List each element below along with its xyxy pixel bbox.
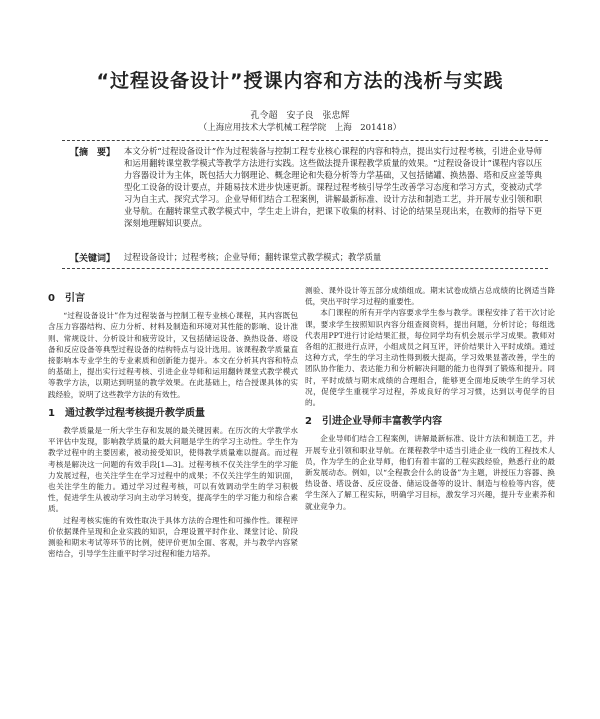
intro-paragraph: “过程设备设计”作为过程装备与控制工程专业核心课程，其内容既包含压力容器结构、应力分析、材料及制造和环境对其性能的影响、设计准则、常规设计、分析设计和疲劳设计，又包括储运设备、换热设备、塔设备和反应设备等典型过程设备的结构特点与设计选用。该课程教学质量直接影响本专业学生的专业素质和创新能力提升。本文在分析其内容和特点的基础上，提出实行过程考核、引进企业导师和运用翻转课堂式教学模式等教学方法，以期达到明显的教学效果。在此基础上，结合授课具体的实践经验，说明了这些教学方法的有效性。 [48,311,298,399]
keywords-text: 过程设备设计；过程考核；企业导师；翻转课堂式教学模式；教学质量 [124,252,382,262]
left-column [48,285,298,715]
abstract-box [62,140,548,269]
section1-paragraph-2: 过程考核实施的有效性取决于具体方法的合理性和可操作性。课程评价依据课件呈现和企业实践的知识，合理设置平时作业、课堂讨论、阶段测验和期末考试等环节的比例，使评价更加全面、客观，并与教学内容紧密结合，引导学生注重平时学习过程和能力培养。 [48,515,298,559]
author-list: 孔令超 安子良 张忠辉 [250,111,350,121]
right-column [305,285,555,715]
author-affiliation: （上海应用技术大学机械工程学院 上海 201418） [198,123,402,133]
section-heading-intro: 0 引言 [48,293,85,304]
right-paragraph-2: 本门课程的所有开学内容要求学生参与教学。课程安排了若干次讨论课，要求学生按照知识内容分组查阅资料，提出问题，分析讨论；每组选代表用PPT进行讨论结果汇报，每位同学均有机会展示学习成果。教师对各组的汇报进行点评，小组成员之间互评，评价结果计入平时成绩。通过这种方式，学生的学习主动性得到极大提高，学习效果显著改善，学生的团队协作能力、表达能力和分析解决问题的能力也得到了锻炼和提升。同时，平时成绩与期末成绩的合理组合，能够更全面地反映学生的学习状况，促使学生重视学习过程，养成良好的学习习惯，达到以考促学的目的。 [305,308,555,408]
abstract-text: 本文分析“过程设备设计”作为过程装备与控制工程专业核心课程的内容和特点，提出实行过程考核，引进企业导师和运用翻转课堂教学模式等教学方法进行实践。这些做法提升课程教学质量的效果。“过程设备设计”课程内容以压力容器设计为主体，既包括大力钢理论、概念理论和失稳分析等力学基础，又包括储罐、换热器、塔和反应釜等典型化工设备的设计要点，并随易技术进步快速更新。课程过程考核引导学生改善学习态度和学习方式，变被动式学习为自主式、探究式学习。企业导师们结合工程案例，讲解最新标准、设计方法和制造工艺，并开展专业引领和职业导航。在翻转课堂式教学模式中，学生走上讲台，把课下收集的材料、讨论的结果呈现出来，在教师的指导下更深刻地理解知识要点。 [124,146,542,228]
section1-paragraph-1: 教学质量是一所大学生存和发展的最关键因素。在历次的大学教学水平评估中发现，影响教学质量的最大问题是学生的学习主动性。学生作为教学过程中的主要因素，被动接受知识，使得教学质量难以提高。而过程考核是解决这一问题的有效手段[1—3]。过程考核不仅关注学生的学习能力发展过程，也关注学生在学习过程中的成果；不仅关注学生的知识面，也关注学生的能力。通过学习过程考核，可以有效调动学生的学习积极性，促进学生从被动学习向主动学习转变，提高学生的学习能力和综合素质。 [48,426,298,514]
paper-title: “过程设备设计”授课内容和方法的浅析与实践 [96,70,504,92]
right-paragraph-1: 测验、课外设计等五部分成绩组成。期末试卷成绩占总成绩的比例适当降低，突出平时学习过程的重要性。 [305,286,555,307]
section2-paragraph-1: 企业导师们结合工程案例，讲解最新标准、设计方法和制造工艺，并开展专业引领和职业导航。在课程教学中适当引进企业一线的工程技术人员，作为学生的企业导师，他们有着丰富的工程实践经验，熟悉行业的最新发展动态。例如，以“全程教会什么的设备”为主题，讲授压力容器、换热设备、塔设备、反应设备、储运设备等的设计、制造与检验等内容，使学生深入了解工程实际，明确学习目标，激发学习兴趣，提升专业素养和就业竞争力。 [305,434,555,511]
keywords-label: 【关键词】 [70,254,116,264]
section-heading-2: 2 引进企业导师丰富教学内容 [305,416,442,428]
section-heading-1: 1 通过教学过程考核提升教学质量 [48,407,205,419]
abstract-label: 【摘 要】 [70,148,116,158]
